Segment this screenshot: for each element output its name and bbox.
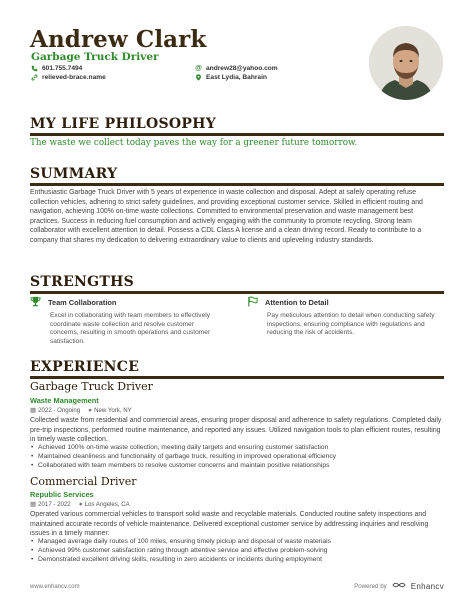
contact-location (195, 74, 267, 81)
strength-title: Attention to Detail (265, 298, 329, 307)
strength-title: Team Collaboration (48, 298, 117, 307)
experience-heading: EXPERIENCE (30, 359, 140, 375)
list-item: • Managed average daily routes of 100 miles, ensuring timely pickup and disposal of waste materials (30, 537, 444, 546)
candidate-name: Andrew Clark (30, 26, 207, 53)
philosophy-heading: MY LIFE PHILOSOPHY (30, 116, 217, 132)
job-description: Operated various commercial vehicles to transport solid waste and recyclable materials. Conducted routine safety inspections and maintained accurate records of vehicle maintenance. Delivered exceptional customer service by addressing inquiries and resolving issues in a timely manner. (30, 511, 429, 538)
profile-photo (369, 26, 443, 100)
website-text[interactable]: relieved-brace.name (42, 74, 106, 81)
list-item: • Achieved 100% on-time waste collection, meeting daily targets and ensuring customer satisfaction (30, 443, 444, 452)
link-icon (31, 74, 38, 81)
job-bullets (30, 537, 444, 564)
brand-name: Enhancv (410, 581, 444, 591)
job-location: ● New York, NY (88, 406, 132, 414)
footer-website[interactable]: www.enhancv.com (30, 584, 80, 590)
job-company: Republic Services (30, 490, 94, 499)
calendar-icon: ▦ (30, 501, 37, 508)
philosophy-divider (30, 133, 444, 136)
job-meta (30, 406, 132, 414)
job-company: Waste Management (30, 396, 99, 405)
summary-text: Enthusiastic Garbage Truck Driver with 5 years of experience in waste collection and disposal. Adept at safely operating refuse collection vehicles, adhering to strict safety guidelines, and providing exceptional customer service. Skilled in efficient routing and navigation, achieving 100% on-time waste collections. Committed to environmental preservation and waste management best practices. Success in reducing fuel consumption and actively engaging with the community to promote recycling. Strong team collaborator with excellent attention to detail. Possess a CDL Class A license and a clean driving record. Ready to contribute to a company that shares my dedication to delivering extraordinary value to clients and upleveling industry standards. (30, 189, 423, 244)
strength-item (30, 296, 220, 346)
location-text: East Lydia, Bahrain (206, 74, 267, 81)
strength-text: Excel in collaborating with team members to effectively coordinate waste collection and resolve customer concerns, resulting in smooth operations and customer satisfaction. (50, 312, 211, 345)
strength-text: Pay meticulous attention to detail when conducting safety inspections, ensuring compliance with regulations and reducing the risk of accidents. (267, 312, 435, 337)
location-pin-icon: ● (88, 406, 93, 414)
strengths-heading: STRENGTHS (30, 274, 135, 290)
job-meta (30, 500, 130, 508)
location-pin-icon: ● (78, 500, 83, 508)
list-item: • Demonstrated excellent driving skills, resulting in zero accidents or incidents during employment (30, 555, 444, 564)
trophy-icon (30, 296, 42, 309)
contact-website[interactable] (31, 74, 106, 81)
email-text[interactable]: andrew28@yahoo.com (206, 65, 278, 72)
phone-icon (31, 65, 38, 72)
job-location: ● Los Angeles, CA (78, 500, 130, 508)
philosophy-quote: The waste we collect today paves the way for a greener future tomorrow. (30, 138, 358, 148)
contact-email[interactable] (195, 65, 278, 72)
phone-text: 601.755.7494 (42, 65, 83, 72)
experience-divider (30, 376, 444, 379)
enhancv-logo-icon (392, 581, 406, 591)
at-icon: @ (195, 65, 202, 72)
location-pin-icon (195, 74, 202, 81)
job-bullets (30, 443, 444, 470)
strength-item (247, 296, 437, 338)
summary-heading: SUMMARY (30, 166, 118, 182)
job-title: Garbage Truck Driver (30, 380, 153, 393)
contact-phone (31, 65, 82, 72)
flag-icon (247, 296, 259, 309)
job-dates: ▦ 2017 - 2022 (30, 501, 71, 508)
powered-by-label: Powered by (354, 582, 387, 590)
job-dates: ▦ 2022 - Ongoing (30, 407, 81, 414)
strengths-divider (30, 291, 444, 294)
job-title: Commercial Driver (30, 475, 137, 488)
calendar-icon: ▦ (30, 407, 37, 414)
candidate-role: Garbage Truck Driver (31, 51, 159, 63)
list-item: • Achieved 99% customer satisfaction rating through attentive service and effective problem-solving (30, 546, 444, 555)
summary-divider (30, 183, 444, 186)
footer-branding (354, 581, 444, 591)
list-item: • Collaborated with team members to resolve customer concerns and maintain positive relationships (30, 461, 444, 470)
job-description: Collected waste from residential and commercial areas, ensuring proper disposal and adherence to safety regulations. Completed daily pre-trip inspections, performed routine maintenance, and reported any issues. Utilized navigation tools to plan efficient routes, resulting in timely waste collection. (30, 417, 442, 444)
list-item: • Maintained cleanliness and functionality of garbage truck, resulting in improved operational efficiency (30, 452, 444, 461)
